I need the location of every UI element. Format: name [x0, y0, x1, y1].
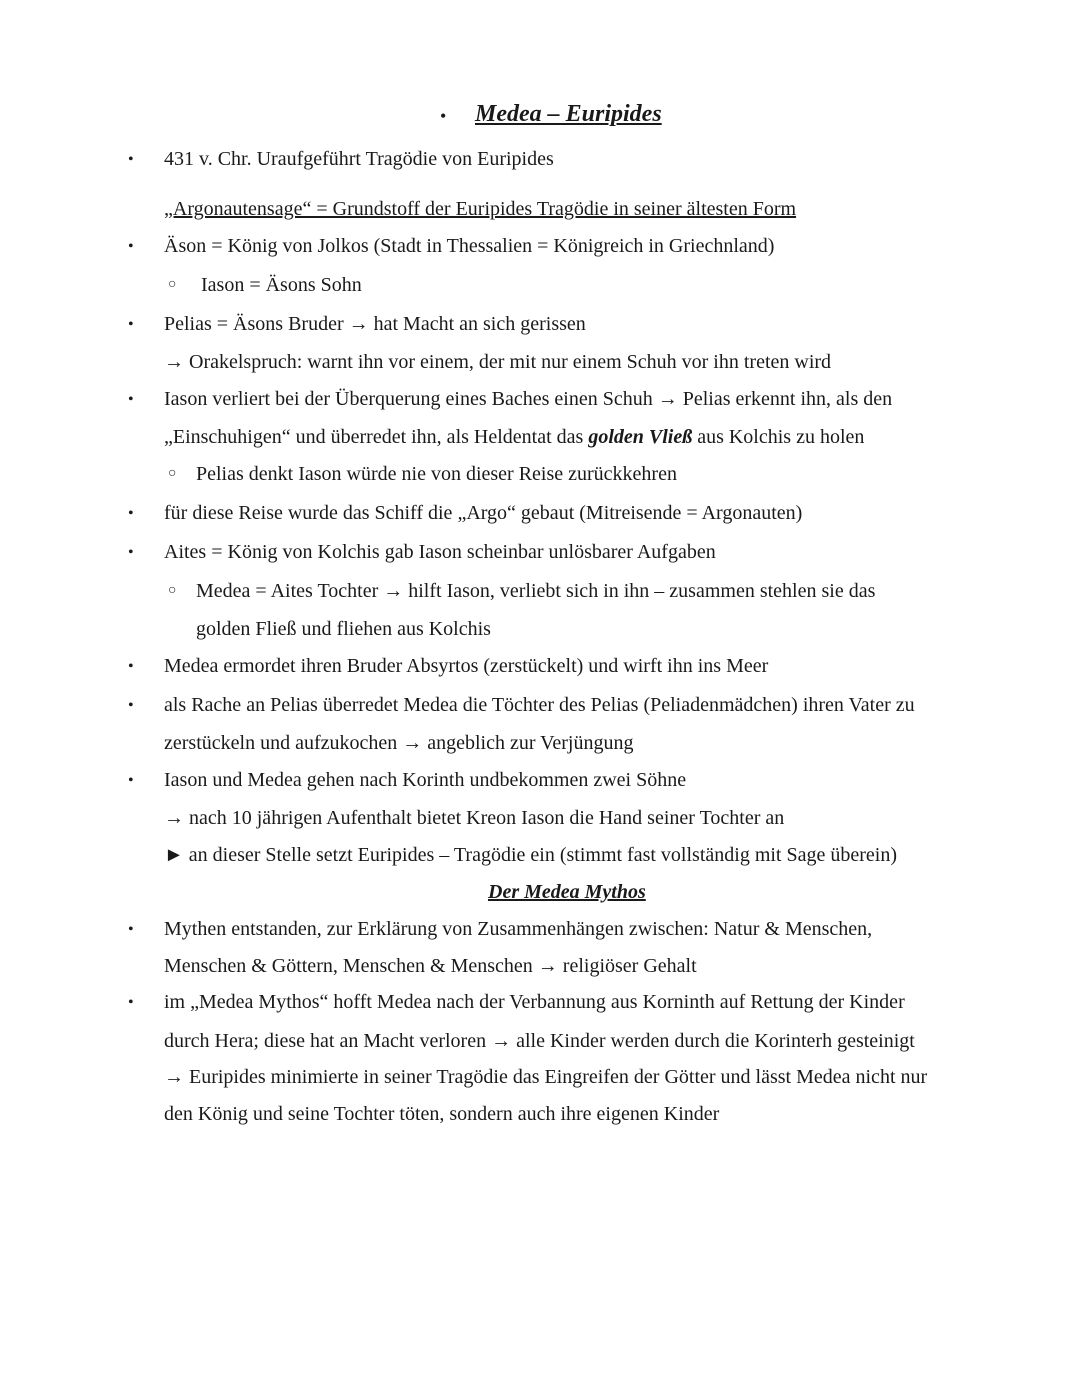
bullet-icon: • [128, 544, 134, 561]
title-bullet-icon: • [440, 106, 447, 126]
bullet-icon: • [128, 772, 134, 789]
text-line: Aites = König von Kolchis gab Iason scheinbar unlösbarer Aufgaben [164, 541, 716, 563]
bullet-icon: • [128, 505, 134, 522]
bullet-icon: • [128, 151, 134, 168]
hollow-bullet-icon: ○ [168, 277, 177, 292]
text-line [164, 425, 864, 449]
text-line: Medea = Aites Tochter → hilft Iason, verliebt sich in ihn – zusammen stehlen sie das [196, 580, 876, 602]
text-line: → Euripides minimierte in seiner Tragödie das Eingreifen der Götter und lässt Medea nicht nur [164, 1066, 928, 1088]
text-line: im „Medea Mythos“ hofft Medea nach der Verbannung aus Korninth auf Rettung der Kinder [164, 991, 905, 1013]
bullet-icon: • [128, 391, 134, 408]
text-line: durch Hera; diese hat an Macht verloren → alle Kinder werden durch die Korinterh gesteinigt [164, 1030, 915, 1052]
text-line: Pelias = Äsons Bruder → hat Macht an sich gerissen [164, 313, 586, 335]
bullet-icon: • [128, 238, 134, 255]
text-line: Mythen entstanden, zur Erklärung von Zusammenhängen zwischen: Natur & Menschen, [164, 918, 873, 940]
page-title: Medea – Euripides [475, 101, 662, 127]
bullet-icon: • [128, 658, 134, 675]
bullet-icon: • [128, 994, 134, 1011]
text-line: Medea ermordet ihren Bruder Absyrtos (zerstückelt) und wirft ihn ins Meer [164, 655, 769, 677]
text-line: zerstückeln und aufzukochen → angeblich zur Verjüngung [164, 732, 634, 754]
text-line: den König und seine Tochter töten, sondern auch ihre eigenen Kinder [164, 1103, 720, 1125]
text-segment: aus Kolchis zu holen [692, 426, 865, 448]
bullet-icon: • [128, 316, 134, 333]
text-line: für diese Reise wurde das Schiff die „Argo“ gebaut (Mitreisende = Argonauten) [164, 502, 803, 524]
hollow-bullet-icon: ○ [168, 466, 177, 481]
text-line: Iason und Medea gehen nach Korinth undbekommen zwei Söhne [164, 769, 687, 791]
text-line: Iason = Äsons Sohn [201, 274, 362, 296]
bullet-icon: • [128, 697, 134, 714]
text-line: als Rache an Pelias überredet Medea die Töchter des Pelias (Peliadenmädchen) ihren Vater zu [164, 694, 915, 716]
hollow-bullet-icon: ○ [168, 583, 177, 598]
text-line: → Orakelspruch: warnt ihn vor einem, der mit nur einem Schuh vor ihn treten wird [164, 351, 832, 373]
text-line: Äson = König von Jolkos (Stadt in Thessalien = Königreich in Griechnland) [164, 235, 775, 257]
text-line: ► an dieser Stelle setzt Euripides – Tragödie ein (stimmt fast vollständig mit Sage überein) [164, 844, 897, 866]
text-line: Menschen & Göttern, Menschen & Menschen → religiöser Gehalt [164, 955, 697, 977]
section-heading: Der Medea Mythos [488, 881, 646, 903]
text-line: Iason verliert bei der Überquerung eines Baches einen Schuh → Pelias erkennt ihn, als den [164, 388, 893, 410]
text-line: → nach 10 jährigen Aufenthalt bietet Kreon Iason die Hand seiner Tochter an [164, 807, 785, 829]
text-line: 431 v. Chr. Uraufgeführt Tragödie von Euripides [164, 148, 554, 170]
bullet-icon: • [128, 921, 134, 938]
text-segment: „Einschuhigen“ und überredet ihn, als Heldentat das [164, 426, 589, 448]
text-line: Pelias denkt Iason würde nie von dieser Reise zurückkehren [196, 463, 677, 485]
text-line: golden Fließ und fliehen aus Kolchis [196, 618, 491, 640]
text-line: „Argonautensage“ = Grundstoff der Euripides Tragödie in seiner ältesten Form [164, 198, 797, 220]
emphasis-text: golden Vließ [588, 426, 693, 448]
